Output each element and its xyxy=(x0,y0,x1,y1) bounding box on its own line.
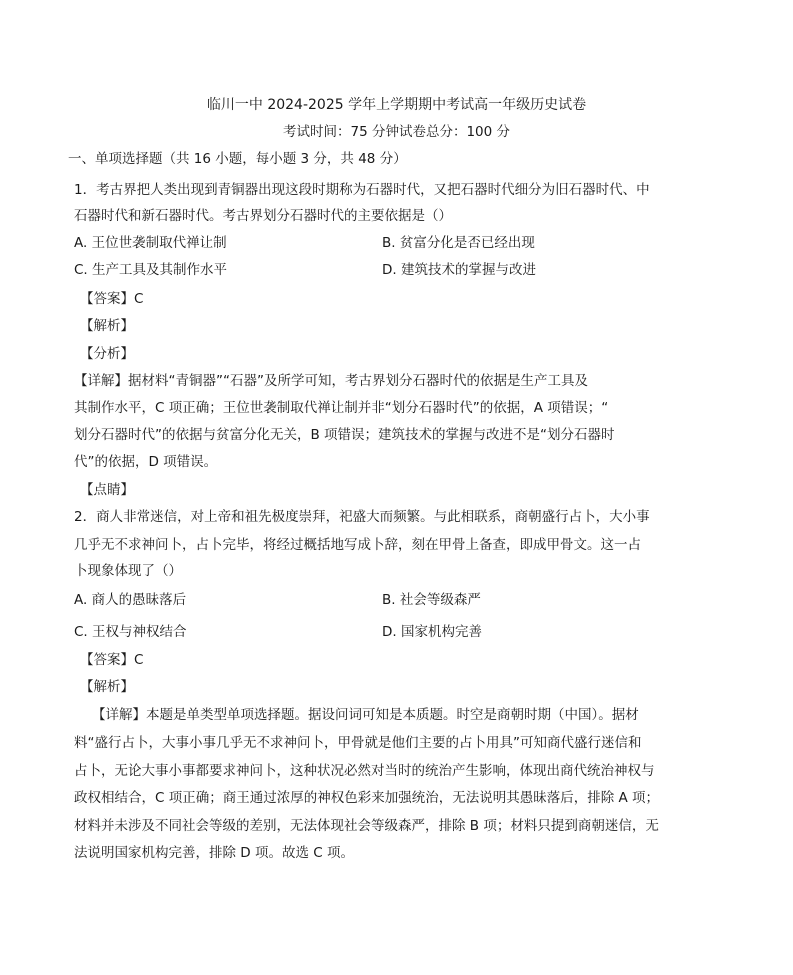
q1-stem-line-2: 石器时代和新石器时代。考古界划分石器时代的主要依据是（） xyxy=(74,208,452,224)
q2-option-b: B. 社会等级森严 xyxy=(382,592,481,608)
q2-jiexi-label: 【解析】 xyxy=(80,679,134,695)
q2-detail-line-4: 政权相结合，C 项正确；商王通过浓厚的神权色彩来加强统治，无法说明其愚昧落后，排除 A 项； xyxy=(74,790,660,806)
section-heading: 一、单项选择题（共 16 小题，每小题 3 分，共 48 分） xyxy=(68,151,407,167)
q1-detail-line-2: 其制作水平，C 项正确；王位世袭制取代禅让制并非“划分石器时代”的依据，A 项错误；“ xyxy=(74,400,609,416)
q2-stem-line-3: 卜现象体现了（） xyxy=(74,563,182,579)
q1-answer: 【答案】C xyxy=(80,291,144,307)
q1-stem-line-1: 1．考古界把人类出现到青铜器出现这段时期称为石器时代，又把石器时代细分为旧石器时代、中 xyxy=(74,182,650,198)
q2-answer: 【答案】C xyxy=(80,652,144,668)
q1-dianjing-label: 【点睛】 xyxy=(80,482,134,498)
q1-fenxi-label: 【分析】 xyxy=(80,346,134,362)
q2-option-d: D. 国家机构完善 xyxy=(382,624,482,640)
q1-option-b: B. 贫富分化是否已经出现 xyxy=(382,235,535,251)
q2-detail-line-6: 法说明国家机构完善，排除 D 项。故选 C 项。 xyxy=(74,845,354,861)
q1-jiexi-label: 【解析】 xyxy=(80,318,134,334)
exam-title: 临川一中 2024-2025 学年上学期期中考试高一年级历史试卷 xyxy=(206,97,587,113)
exam-subtitle: 考试时间：75 分钟试卷总分：100 分 xyxy=(282,124,511,140)
q1-option-a: A. 王位世袭制取代禅让制 xyxy=(74,235,227,251)
q2-option-a: A. 商人的愚昧落后 xyxy=(74,592,187,608)
q2-detail-line-2: 料“盛行占卜，大事小事几乎无不求神问卜，甲骨就是他们主要的占卜用具”可知商代盛行迷信和 xyxy=(74,735,642,751)
q2-detail-line-3: 占卜，无论大事小事都要求神问卜，这种状况必然对当时的统治产生影响，体现出商代统治神权与 xyxy=(74,763,655,779)
q1-detail-line-4: 代”的依据，D 项错误。 xyxy=(74,454,218,470)
q1-detail-line-1: 【详解】据材料“青铜器”“石器”及所学可知，考古界划分石器时代的依据是生产工具及 xyxy=(74,373,588,389)
q2-stem-line-1: 2．商人非常迷信，对上帝和祖先极度崇拜，祀盛大而频繁。与此相联系，商朝盛行占卜，大小事 xyxy=(74,509,650,525)
q1-option-c: C. 生产工具及其制作水平 xyxy=(74,262,228,278)
q2-stem-line-2: 几乎无不求神问卜，占卜完毕，将经过概括地写成卜辞，刻在甲骨上备查，即成甲骨文。这一占 xyxy=(74,537,641,553)
q2-detail-line-5: 材料并未涉及不同社会等级的差别，无法体现社会等级森严，排除 B 项；材料只提到商朝迷信，无 xyxy=(74,818,659,834)
q2-detail-line-1: 【详解】本题是单类型单项选择题。据设问词可知是本质题。时空是商朝时期（中国）。据材 xyxy=(92,707,639,723)
q2-option-c: C. 王权与神权结合 xyxy=(74,624,187,640)
q1-detail-line-3: 划分石器时代”的依据与贫富分化无关，B 项错误；建筑技术的掌握与改进不是“划分石器时 xyxy=(74,427,615,443)
q1-option-d: D. 建筑技术的掌握与改进 xyxy=(382,262,536,278)
